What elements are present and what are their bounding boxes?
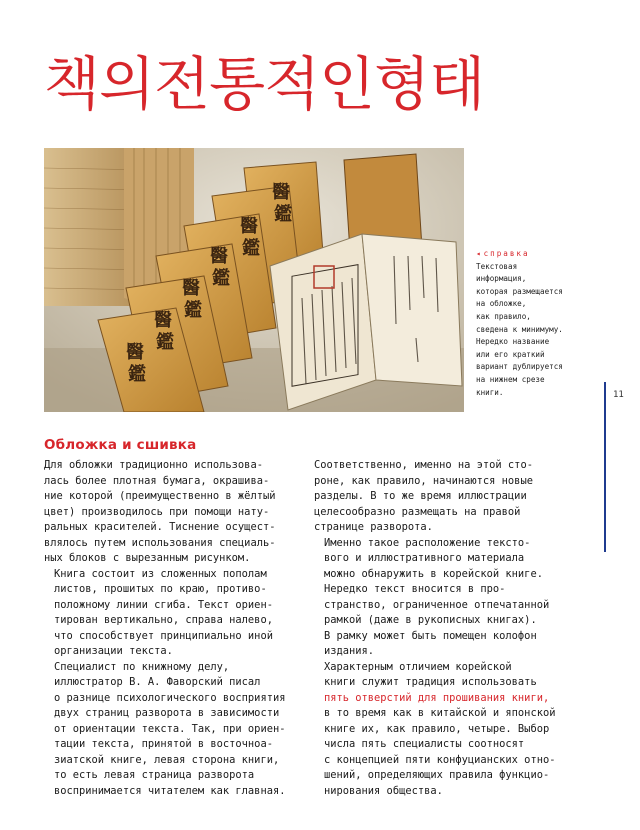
text-line: издания. (324, 645, 375, 657)
svg-text:鑑: 鑑 (212, 268, 230, 289)
text-line: ральных красителей. Тиснение осущест- (44, 521, 276, 533)
text-line: ние которой (преимущественно в жёлтый (44, 490, 276, 502)
text-line: разделы. В то же время иллюстрации (314, 490, 527, 502)
body-column-left (44, 458, 306, 799)
korean-books-photo (44, 148, 464, 412)
text-line: что способствует принципиально иной (54, 629, 273, 642)
text-line: в то время как в китайской и японской (324, 707, 556, 719)
sidenote-label (476, 248, 572, 261)
svg-text:醫: 醫 (126, 342, 144, 363)
text-line: книги служит традиция использовать (324, 676, 537, 688)
page-title: 책의전통적인형태 (44, 50, 485, 118)
text-line: то есть левая страница разворота (54, 769, 255, 781)
text-line: Для обложки традиционно использова- (44, 459, 263, 471)
svg-text:醫: 醫 (272, 182, 290, 203)
text-line: тирован вертикально, справа налево, (54, 614, 273, 626)
highlighted-text-line: пять отверстий для прошивания книги, (324, 691, 550, 704)
text-line: иллюстратор В. А. Фаворский писал (54, 676, 261, 688)
sidenote-line: или его краткий (476, 349, 545, 359)
svg-text:鑑: 鑑 (184, 300, 202, 321)
sidenote-line: на обложке, (476, 299, 527, 309)
text-line: листов, прошитых по краю, противо- (54, 583, 267, 595)
sidenote-line: сведена к минимуму. (476, 324, 563, 334)
text-line: странице разворота. (314, 521, 433, 533)
sidenote-line: которая размещается (476, 286, 563, 296)
svg-text:醫: 醫 (182, 278, 200, 299)
svg-text:鑑: 鑑 (274, 204, 292, 225)
text-line: Именно такое расположение тексто- (324, 536, 531, 549)
paragraph (44, 567, 306, 660)
text-line: воспринимается читателем как главная. (54, 784, 286, 797)
text-line: числа пять специалисты соотносят (324, 738, 525, 750)
sidenote-line: как правило, (476, 311, 531, 321)
text-line: ных блоков с вырезанным рисунком. (44, 552, 251, 564)
sidenote-line: книги. (476, 387, 504, 397)
paragraph (314, 458, 576, 536)
text-line: организации текста. (54, 645, 173, 657)
text-line: рамкой (даже в рукописных книгах). (324, 614, 537, 626)
text-line: Книга состоит из сложенных пополам (54, 567, 267, 580)
paragraph (314, 660, 576, 800)
paragraph (44, 660, 306, 800)
text-line: вого и иллюстративного материала (324, 552, 525, 564)
text-line: Нередко текст вносится в про- (324, 583, 506, 595)
paragraph (44, 458, 306, 567)
page-number: 11 (613, 390, 624, 400)
sidenote-label-text: справка (483, 249, 530, 258)
svg-text:鑑: 鑑 (242, 238, 260, 259)
text-line: роне, как правило, начинаются новые (314, 474, 533, 487)
svg-text:醫: 醫 (210, 246, 228, 267)
text-line: Характерным отличием корейской (324, 660, 512, 673)
text-line: с концепцией пяти конфуцианских отно- (324, 753, 556, 766)
text-line: В рамку может быть помещен колофон (324, 629, 537, 642)
sidenote-line: вариант дублируется (476, 362, 563, 372)
text-line: тации текста, принятой в восточноа- (54, 738, 273, 750)
sidenote (476, 248, 572, 399)
svg-text:鑑: 鑑 (156, 332, 174, 353)
text-line: лась более плотная бумага, окрашива- (44, 474, 270, 487)
text-line: влялось путем использования специаль- (44, 536, 276, 549)
svg-text:醫: 醫 (240, 216, 258, 237)
text-line: от ориентации текста. Так, при ориен- (54, 722, 286, 735)
sidenote-line: информация, (476, 274, 527, 284)
text-line: положному линии сгиба. Текст ориен- (54, 598, 273, 611)
text-line: странство, ограниченное отпечатанной (324, 598, 550, 611)
text-line: целесообразно размещать на правой (314, 505, 521, 518)
text-line: шений, определяющих правила функцио- (324, 769, 550, 781)
text-line: Соответственно, именно на этой сто- (314, 459, 533, 471)
text-line: книге их, как правило, четыре. Выбор (324, 722, 550, 735)
text-line: двух страниц разворота в зависимости (54, 707, 280, 719)
triangle-left-icon: ◂ (476, 249, 481, 258)
sidenote-body (476, 261, 572, 400)
section-heading: Обложка и сшивка (44, 437, 197, 453)
page-edge-rule (604, 382, 606, 552)
sidenote-line: Нередко название (476, 337, 550, 347)
text-line: цвет) производилось при помощи нату- (44, 505, 270, 518)
text-line: Специалист по книжному делу, (54, 660, 230, 673)
text-line: можно обнаружить в корейской книге. (324, 567, 543, 580)
svg-text:鑑: 鑑 (128, 364, 146, 385)
paragraph (314, 536, 576, 583)
text-line: нирования общества. (324, 784, 443, 797)
text-line: зиатской книге, левая сторона книги, (54, 753, 280, 766)
svg-text:醫: 醫 (154, 310, 172, 331)
text-line: о разнице психологического восприятия (54, 691, 286, 704)
paragraph (314, 582, 576, 660)
sidenote-line: Текстовая (476, 261, 518, 271)
body-column-right (314, 458, 576, 799)
sidenote-line: на нижнем срезе (476, 374, 545, 384)
